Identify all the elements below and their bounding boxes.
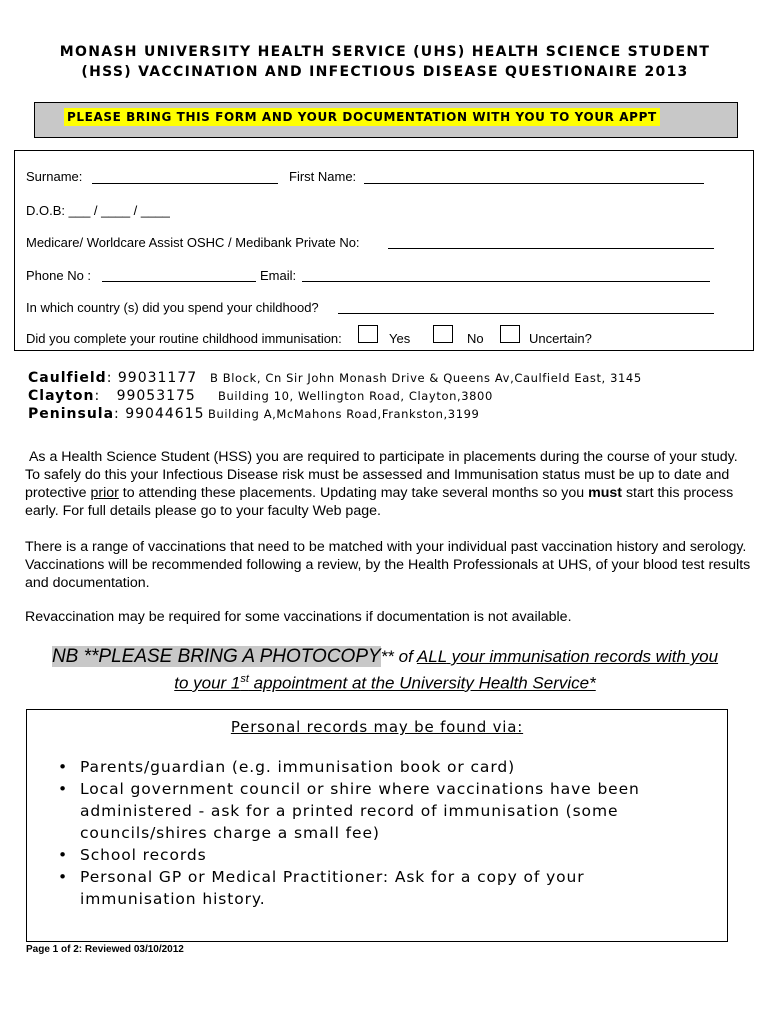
intro-emphasis-prior: prior — [90, 485, 119, 501]
note-text: st — [240, 673, 249, 685]
form-title-line-2: (HSS) VACCINATION AND INFECTIOUS DISEASE QUESTIONAIRE 2013 — [81, 64, 689, 80]
immunisation-label: Did you complete your routine childhood immunisation: — [26, 331, 342, 346]
note-text: of — [393, 647, 417, 666]
personal-details-box — [14, 150, 754, 351]
list-item-text: Personal GP or Medical Practitioner: Ask for a copy of your immunisation history. — [80, 868, 585, 908]
bullet-icon: • — [58, 868, 69, 886]
yes-checkbox[interactable] — [358, 325, 378, 343]
dob-field[interactable]: D.O.B: ___ / ____ / ____ — [26, 203, 170, 218]
campus-phone: 99044615 — [125, 406, 205, 422]
note-text: ALL — [416, 647, 447, 666]
country-field[interactable] — [338, 313, 714, 314]
campus-clayton: Clayton: 99053175 — [28, 388, 196, 404]
medicare-label: Medicare/ Worldcare Assist OSHC / Medibank Private No: — [26, 235, 360, 250]
list-item-text: Local government council or shire where vaccinations have been administered - ask for a printed record of immunisation (some councils/shires charge a small fee) — [80, 780, 640, 842]
notice-banner-text: PLEASE BRING THIS FORM AND YOUR DOCUMENTATION WITH YOU TO YOUR APPT — [64, 108, 660, 126]
photocopy-note — [20, 646, 750, 695]
surname-label: Surname: — [26, 169, 83, 184]
note-text: your immunisation records with you — [446, 647, 719, 666]
uncertain-checkbox[interactable] — [500, 325, 520, 343]
country-label: In which country (s) did you spend your childhood? — [26, 300, 319, 315]
first-name-label: First Name: — [289, 169, 357, 184]
phone-field[interactable] — [102, 281, 256, 282]
list-item — [58, 756, 698, 778]
intro-paragraph-3: Revaccination may be required for some vaccinations if documentation is not available. — [25, 609, 572, 625]
yes-option-label: Yes — [389, 331, 411, 346]
email-field[interactable] — [302, 281, 710, 282]
list-item-text: School records — [80, 846, 207, 864]
campus-peninsula: Peninsula: 99044615 — [28, 406, 205, 422]
intro-paragraph-1 — [25, 448, 755, 520]
records-title-text: Personal records may be found via: — [230, 718, 524, 736]
note-text: ** — [380, 647, 394, 666]
form-title-line-1: MONASH UNIVERSITY HEALTH SERVICE (UHS) HEALTH SCIENCE STUDENT — [59, 44, 711, 60]
campus-name: Caulfield — [28, 370, 107, 386]
page-footer: Page 1 of 2: Reviewed 03/10/2012 — [26, 944, 184, 955]
medicare-field[interactable] — [388, 248, 714, 249]
campus-phone: 99031177 — [117, 370, 198, 386]
form-title — [20, 42, 750, 82]
no-option-label: No — [467, 331, 484, 346]
campus-address: Building 10, Wellington Road, Clayton,3800 — [218, 389, 493, 403]
bullet-icon: • — [58, 846, 69, 864]
bullet-icon: • — [58, 780, 69, 798]
photocopy-note-line-1 — [20, 646, 750, 668]
intro-paragraph-2: There is a range of vaccinations that need to be matched with your individual past vaccination history and serology. Vaccinations will be recommended following a review, by the Health Professionals at UHS, of your blood test results and documentation. — [25, 539, 751, 591]
note-text: to your 1 — [174, 673, 241, 693]
first-name-field[interactable] — [364, 183, 704, 184]
campus-name: Clayton — [28, 388, 95, 404]
campus-address: Building A,McMahons Road,Frankston,3199 — [208, 407, 480, 421]
intro-text: to attending these placements. Updating may take several months so you — [118, 485, 589, 501]
campus-caulfield: Caulfield: 99031177 — [28, 370, 198, 386]
list-item-text: Parents/guardian (e.g. immunisation book or card) — [80, 758, 516, 776]
list-item — [58, 778, 698, 844]
note-text: appointment at the University Health Service* — [248, 673, 596, 693]
campus-name: Peninsula — [28, 406, 115, 422]
surname-field[interactable] — [92, 183, 278, 184]
intro-emphasis-must: must — [588, 485, 622, 501]
uncertain-option-label: Uncertain? — [529, 331, 592, 346]
email-label: Email: — [260, 268, 297, 283]
intro-text: As a Health Science Student (HSS) you are required to participate in placements during the course of your study. To safely do this your Infectious Disease risk must be assessed and Immunisation status must be up to date and protective — [25, 449, 738, 501]
campus-phone: 99053175 — [116, 388, 196, 404]
photocopy-note-line-2 — [20, 668, 750, 695]
records-title — [26, 717, 728, 737]
bullet-icon: • — [58, 758, 69, 776]
records-list — [58, 756, 698, 910]
campus-address: B Block, Cn Sir John Monash Drive & Queens Av,Caulfield East, 3145 — [210, 371, 642, 385]
list-item — [58, 866, 698, 910]
list-item — [58, 844, 698, 866]
photocopy-highlight: NB **PLEASE BRING A PHOTOCOPY — [51, 646, 381, 667]
phone-label: Phone No : — [26, 268, 92, 283]
intro-text: start this process early. For full details please go to your faculty Web page. — [25, 485, 734, 519]
no-checkbox[interactable] — [433, 325, 453, 343]
